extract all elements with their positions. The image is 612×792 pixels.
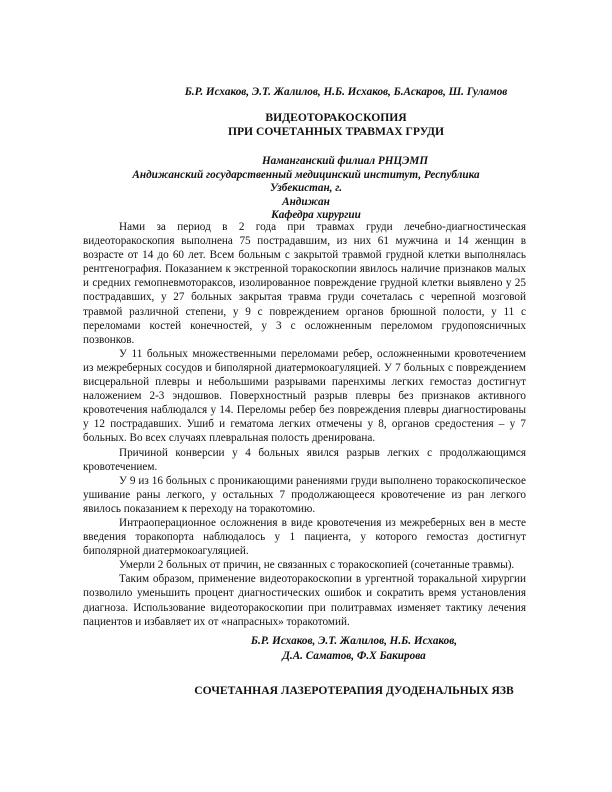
body-paragraph: Умерли 2 больных от причин, не связанных с торакоскопией (сочетанные травмы). [119, 559, 515, 572]
article-title [0, 111, 612, 139]
article-affiliation [118, 155, 494, 223]
next-article-authors-line-2: Д.А. Саматов, Ф.Х Бакирова [282, 649, 426, 662]
article-body [83, 220, 526, 629]
article-title-line-2: ПРИ СОЧЕТАННЫХ ТРАВМАХ ГРУДИ [227, 125, 445, 138]
next-article-authors-line-1: Б.Р. Исхаков, Э.Т. Жалилов, Н.Б. Исхаков, [250, 635, 458, 647]
affiliation-line-3: Андижан [282, 195, 330, 208]
body-paragraph: Причиной конверсии у 4 больных явился разрыв легких с продолжающимся кровотечением. [83, 446, 526, 473]
affiliation-line-1: Наманганский филиал РНЦЭМП [261, 155, 429, 167]
article-title-line-1: ВИДЕОТОРАКОСКОПИЯ [265, 111, 407, 124]
affiliation-line-2: Андижанский государственный медицинский институт, Республика Узбекистан, г. [132, 168, 480, 194]
body-paragraph: Нами за период в 2 года при травмах груди лечебно-диагностическая видеоторакоскопия выполнена 75 пострадавшим, из них 61 мужчина и 14 женщин в возрасте от 14 до 60 лет. Всем больным с закрытой травмой грудной клетки выполнялась рентгенография. Показанием к экстренной торакоскопии явилось наличие признаков малых и средних гемопневмотораксов, изолированное повреждение грудной клетки выявлено у 25 пострадавших, у 27 больных закрытая травма груди сочеталась с черепной мозговой травмой различной степени, у 9 с повреждением органов брюшной полости, у 11 с переломами костей конечностей, у 3 с осложненным переломом грудопоясничных позвонков. [83, 221, 526, 346]
body-paragraph: Интраоперационное осложнения в виде кровотечения из межреберных вен в месте введения торакопорта наблюдалось у 1 пациента, у которого гемостаз достигнут биполярной диатермокоагуляцией. [83, 516, 526, 558]
body-paragraph: У 11 больных множественными переломами ребер, осложненными кровотечением из межреберных сосудов и биполярной диатермокоагуляцией. У 7 больных с повреждением висцеральной плевры и небольшими разрывами паренхимы легких гемостаз достигнут наложением 2-3 эндошвов. Поверхностный разрыв плевры без признаков активного кровотечения наблюдался у 14. Переломы ребер без повреждения плевры диагностированы у 12 пострадавших. Ушиб и гематома легких отмечены у 8, органов средостения – у 7 больных. Во всех случаях плевральная полость дренирована. [83, 347, 526, 445]
next-article-authors [0, 634, 612, 663]
body-paragraph: У 9 из 16 больных с проникающими ранениями груди выполнено торакоскопическое ушивание раны легкого, у остальных 7 продолжающееся кровотечение из ран легкого явилось показанием к переходу на торакотомию. [83, 474, 526, 515]
next-article-title: СОЧЕТАННАЯ ЛАЗЕРОТЕРАПИЯ ДУОДЕНАЛЬНЫХ ЯЗВ [194, 684, 514, 697]
body-paragraph: Таким образом, применение видеоторакоскопии в ургентной торакальной хирургии позволило уменьшить процент диагностических ошибок и сократить время установления диагноза. Использование видеоторакоскопии при политравмах изменяет тактику лечения пациентов и избавляет их от «напрасных» торакотомий. [83, 573, 526, 628]
article-authors: Б.Р. Исхаков, Э.Т. Жалилов, Н.Б. Исхаков, Б.Аскаров, Ш. Гуламов [184, 86, 508, 98]
affiliation-line-4: Кафедра хирургии [271, 209, 361, 221]
